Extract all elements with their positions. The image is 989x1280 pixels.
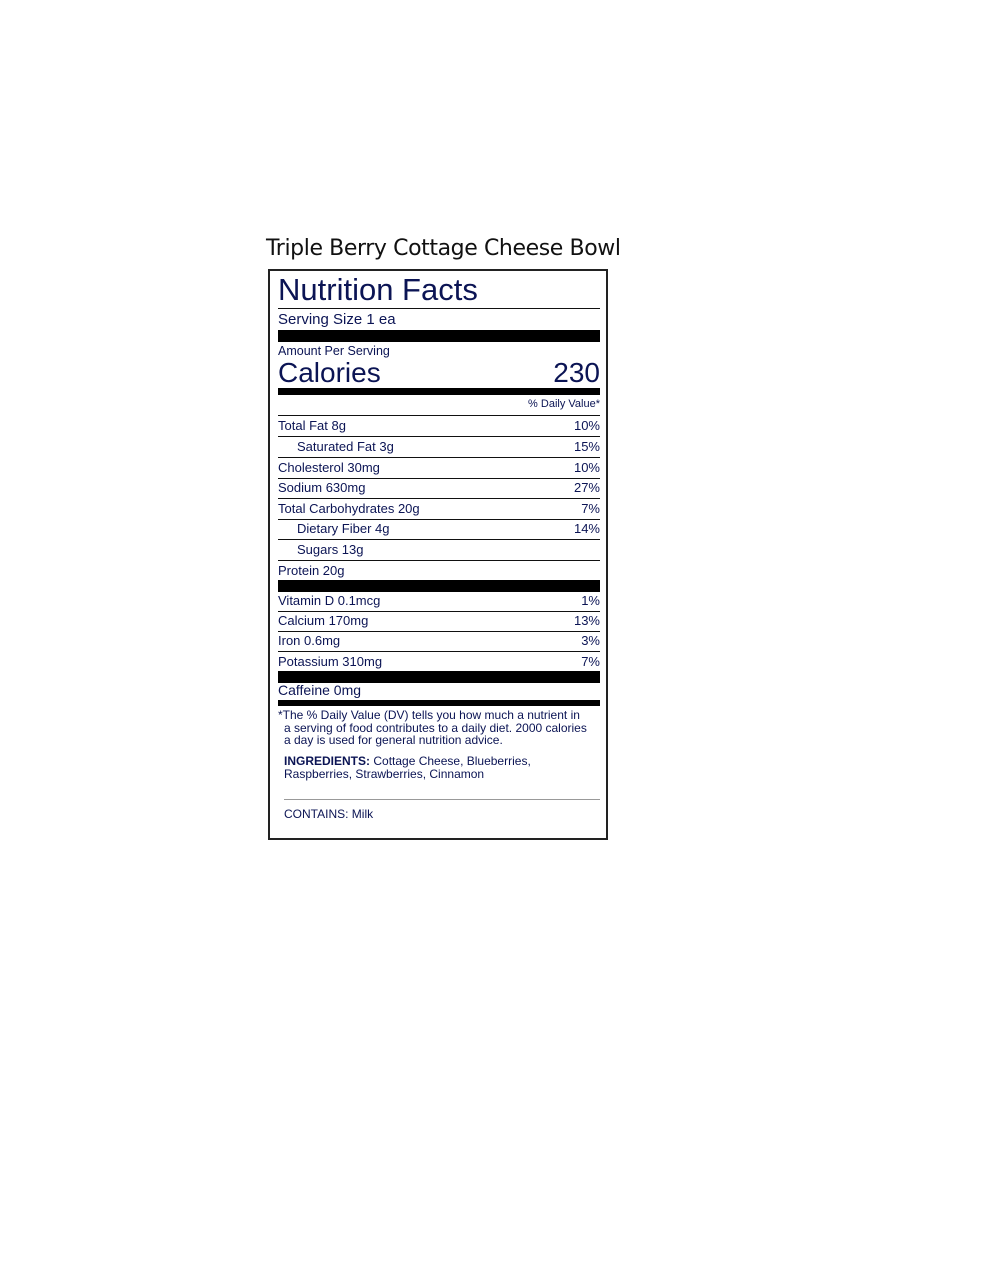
nutrient-row [278, 540, 600, 561]
vitamin-dv: 3% [581, 633, 600, 648]
vitamin-dv: 1% [581, 593, 600, 608]
vitamin-row [278, 611, 600, 632]
daily-value-header: % Daily Value* [528, 398, 600, 410]
nutrient-name: Sugars 13g [297, 542, 364, 557]
nutrition-facts-heading: Nutrition Facts [278, 272, 478, 307]
thick-divider [278, 700, 600, 706]
nutrient-row [278, 561, 600, 581]
nutrient-name: Total Carbohydrates 20g [278, 501, 420, 516]
daily-value-footnote [278, 709, 600, 747]
vitamin-name: Potassium 310mg [278, 654, 383, 669]
divider [278, 308, 600, 309]
footnote-line: a serving of food contributes to a daily diet. 2000 calories [284, 720, 587, 735]
thick-divider [278, 330, 600, 342]
allergen-contains [284, 807, 373, 821]
contains-text: Milk [348, 807, 374, 821]
nutrient-dv: 7% [581, 501, 600, 516]
vitamin-name: Iron 0.6mg [278, 633, 341, 648]
nutrient-name: Sodium 630mg [278, 480, 366, 495]
caffeine: Caffeine 0mg [278, 682, 362, 698]
nutrient-dv: 10% [573, 418, 600, 433]
nutrient-name: Total Fat 8g [278, 418, 346, 433]
thick-divider [278, 388, 600, 395]
nutrient-row [278, 478, 600, 499]
footnote-line: *The % Daily Value (DV) tells you how much a nutrient in [278, 708, 580, 722]
ingredients-heading: INGREDIENTS: [284, 754, 371, 768]
vitamin-row [278, 591, 600, 612]
contains-heading: CONTAINS: [284, 807, 349, 821]
vitamin-row [278, 652, 600, 672]
nutrient-row [278, 437, 600, 458]
calories-value: 230 [553, 357, 600, 388]
nutrient-row [278, 499, 600, 520]
vitamin-name: Vitamin D 0.1mcg [278, 593, 381, 608]
nutrient-dv: 14% [573, 521, 600, 536]
nutrient-row [278, 519, 600, 540]
serving-size: Serving Size 1 ea [278, 311, 396, 328]
vitamin-dv: 13% [573, 613, 600, 628]
nutrient-name: Protein 20g [278, 563, 345, 578]
ingredients [284, 755, 600, 780]
amount-per-serving: Amount Per Serving [278, 344, 390, 358]
calories-label: Calories [278, 357, 381, 388]
nutrition-facts-label [268, 269, 608, 840]
nutrient-dv: 15% [573, 439, 600, 454]
nutrient-name: Dietary Fiber 4g [297, 521, 390, 536]
nutrient-dv: 27% [573, 480, 600, 495]
divider [284, 799, 600, 800]
product-title: Triple Berry Cottage Cheese Bowl [266, 236, 621, 261]
nutrient-row [278, 416, 600, 437]
nutrient-name: Cholesterol 30mg [278, 460, 380, 475]
nutrient-dv: 10% [573, 460, 600, 475]
vitamin-dv: 7% [581, 654, 600, 669]
nutrient-row [278, 458, 600, 479]
vitamin-name: Calcium 170mg [278, 613, 369, 628]
vitamin-row [278, 631, 600, 652]
footnote-line: a day is used for general nutrition advice. [284, 733, 503, 747]
ingredients-text: Cottage Cheese, Blueberries, Raspberries, Strawberries, Cinnamon [284, 754, 531, 781]
nutrient-name: Saturated Fat 3g [297, 439, 394, 454]
